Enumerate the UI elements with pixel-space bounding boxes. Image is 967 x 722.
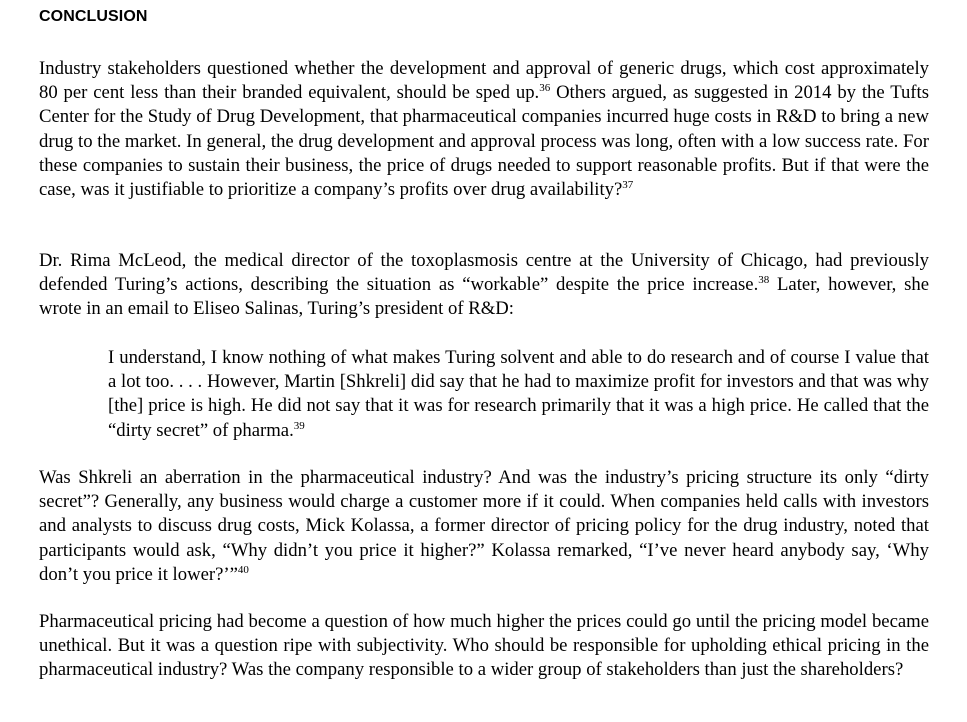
paragraph-text: Pharmaceutical pricing had become a question of how much higher the prices could go until the pricing model became unethical. But it was a question ripe with subjectivity. Who should be responsible for upholding ethical pricing in the pharmaceutical industry? Was the company responsible to a wider group of stakeholders than just the shareholders? [39, 611, 929, 681]
block-quote [108, 346, 929, 443]
paragraph-text: Dr. Rima McLeod, the medical director of the toxoplasmosis centre at the University of Chicago, had previously defended Turing’s actions, describing the situation as “workable” despite the price increase. [39, 250, 929, 296]
paragraph-mcleod [39, 249, 929, 322]
paragraph-text: Industry stakeholders questioned whether the development and approval of generic drugs, which cost approximately 80 per cent less than their branded equivalent, should be sped up. [39, 58, 929, 104]
footnote-ref: 37 [622, 179, 634, 192]
paragraph-ethical-pricing [39, 610, 929, 683]
footnote-ref: 39 [293, 419, 305, 432]
paragraph-text: Others argued, as suggested in 2014 by the Tufts Center for the Study of Drug Development, that pharmaceutical companies incurred huge costs in R&D to bring a new drug to the market. In general, the drug development and approval process was long, often with a low success rate. For these companies to sustain their business, the price of drugs needed to support reasonable profits. But if that were the case, was it justifiable to prioritize a company’s profits over drug availability? [39, 82, 929, 201]
footnote-ref: 36 [539, 82, 551, 95]
paragraph-shkreli [39, 466, 929, 587]
paragraph-text: Later, however, she wrote in an email to Eliseo Salinas, Turing’s president of R&D: [39, 274, 929, 320]
paragraph-text: Was Shkreli an aberration in the pharmaceutical industry? And was the industry’s pricing structure its only “dirty secret”? Generally, any business would charge a customer more if it could. When companies held calls with investors and analysts to discuss drug costs, Mick Kolassa, a former director of pricing policy for the drug industry, noted that participants would ask, “Why didn’t you price it higher?” Kolassa remarked, “I’ve never heard anybody say, ‘Why don’t you price it lower?’” [39, 467, 929, 585]
paragraph-generic-drugs [39, 57, 929, 202]
quote-text: I understand, I know nothing of what makes Turing solvent and able to do research and of course I value that a lot too. . . . However, Martin [Shkreli] did say that he had to maximize profit for investors and that was why [the] price is high. He did not say that it was for research primarily that it was a high price. He called that the “dirty secret” of pharma. [108, 347, 929, 441]
footnote-ref: 38 [758, 274, 770, 287]
footnote-ref: 40 [237, 563, 249, 576]
section-heading: CONCLUSION [39, 8, 148, 25]
